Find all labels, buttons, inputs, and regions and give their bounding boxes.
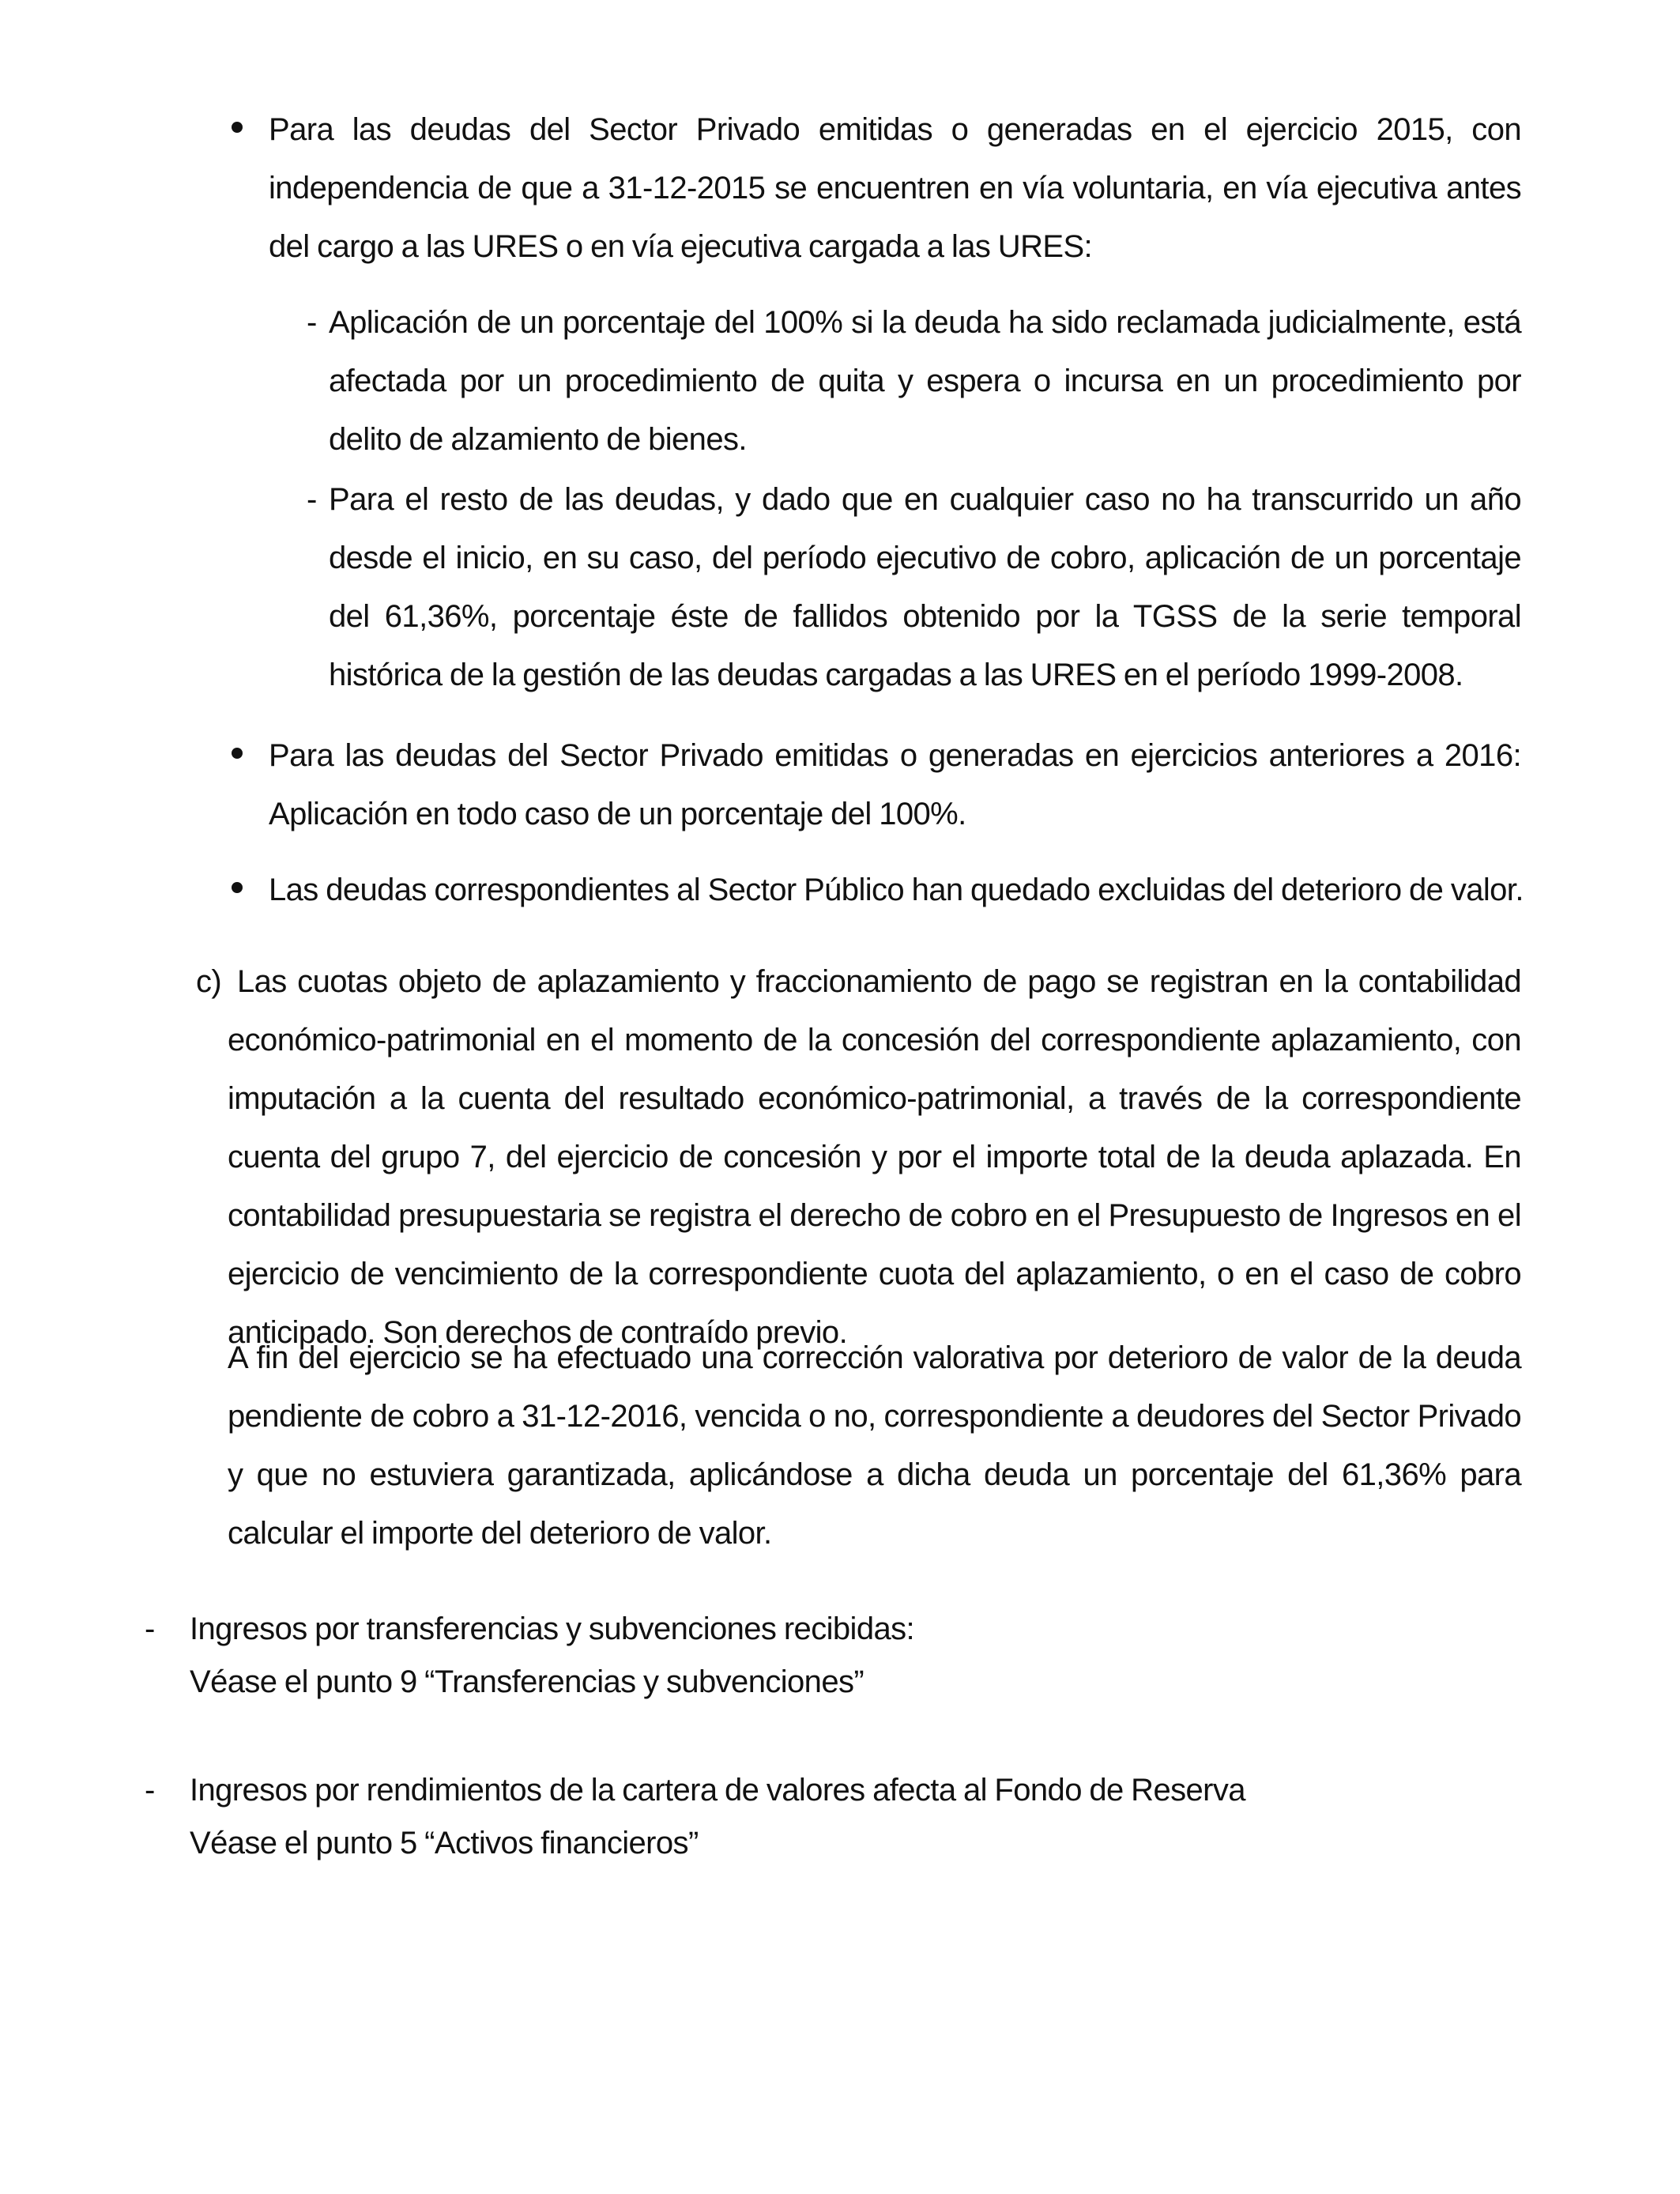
subitem-paragraph: Para el resto de las deudas, y dado que en cualquier caso no ha transcurrido un año desde el inicio, en su caso, del período ejecutivo de cobro, aplicación de un porcentaje del 61,36%, porcentaje éste de fallidos obtenido por la TGSS de la serie temporal histórica de la gestión de las deudas cargadas a las URES en el período 1999-2008. xyxy=(329,482,1521,692)
dash-marker: - xyxy=(307,305,317,340)
bullet-dot-icon xyxy=(232,882,243,893)
dash-item-reference: Véase el punto 5 “Activos financieros” xyxy=(190,1826,699,1860)
dash-item-title: Ingresos por rendimientos de la cartera de valores afecta al Fondo de Reserva xyxy=(190,1773,1245,1808)
bullet-paragraph: Para las deudas del Sector Privado emitidas o generadas en ejercicios anteriores a 2016: Aplicación en todo caso de un porcentaje del 100%. xyxy=(269,738,1521,831)
item-c-paragraph-2: A fin del ejercicio se ha efectuado una corrección valorativa por deterioro de valor de la deuda pendiente de cobro a 31-12-2016, vencida o no, correspondiente a deudores del Sector Privado y que no estuviera garantizada, aplicándose a dicha deuda un porcentaje del 61,36% para calcular el importe del deterioro de valor. xyxy=(228,1340,1521,1551)
bullet-dot-icon xyxy=(232,748,243,759)
dash-item-title: Ingresos por transferencias y subvenciones recibidas: xyxy=(190,1612,915,1646)
dash-item-reference: Véase el punto 9 “Transferencias y subvenciones” xyxy=(190,1664,864,1699)
item-c-marker: c) xyxy=(196,964,222,999)
bullet-paragraph: Las deudas correspondientes al Sector Público han quedado excluidas del deterioro de valor. xyxy=(269,873,1524,907)
subitem-paragraph: Aplicación de un porcentaje del 100% si la deuda ha sido reclamada judicialmente, está afectada por un procedimiento de quita y espera o incursa en un procedimiento por delito de alzamiento de bienes. xyxy=(329,305,1521,457)
bullet-dot-icon xyxy=(232,122,243,133)
dash-marker: - xyxy=(145,1773,155,1808)
dash-marker: - xyxy=(145,1612,155,1646)
dash-marker: - xyxy=(307,482,317,517)
bullet-paragraph: Para las deudas del Sector Privado emitidas o generadas en el ejercicio 2015, con independencia de que a 31-12-2015 se encuentren en vía voluntaria, en vía ejecutiva antes del cargo a las URES o en vía ejecutiva cargada a las URES: xyxy=(269,112,1521,264)
item-c-paragraph: Las cuotas objeto de aplazamiento y fraccionamiento de pago se registran en la contabilidad económico-patrimonial en el momento de la concesión del correspondiente aplazamiento, con imputación a la cuenta del resultado económico-patrimonial, a través de la correspondiente cuenta del grupo 7, del ejercicio de concesión y por el importe total de la deuda aplazada. En contabilidad presupuestaria se registra el derecho de cobro en el Presupuesto de Ingresos en el ejercicio de vencimiento de la correspondiente cuota del aplazamiento, o en el caso de cobro anticipado. Son derechos de contraído previo. xyxy=(228,964,1521,1350)
